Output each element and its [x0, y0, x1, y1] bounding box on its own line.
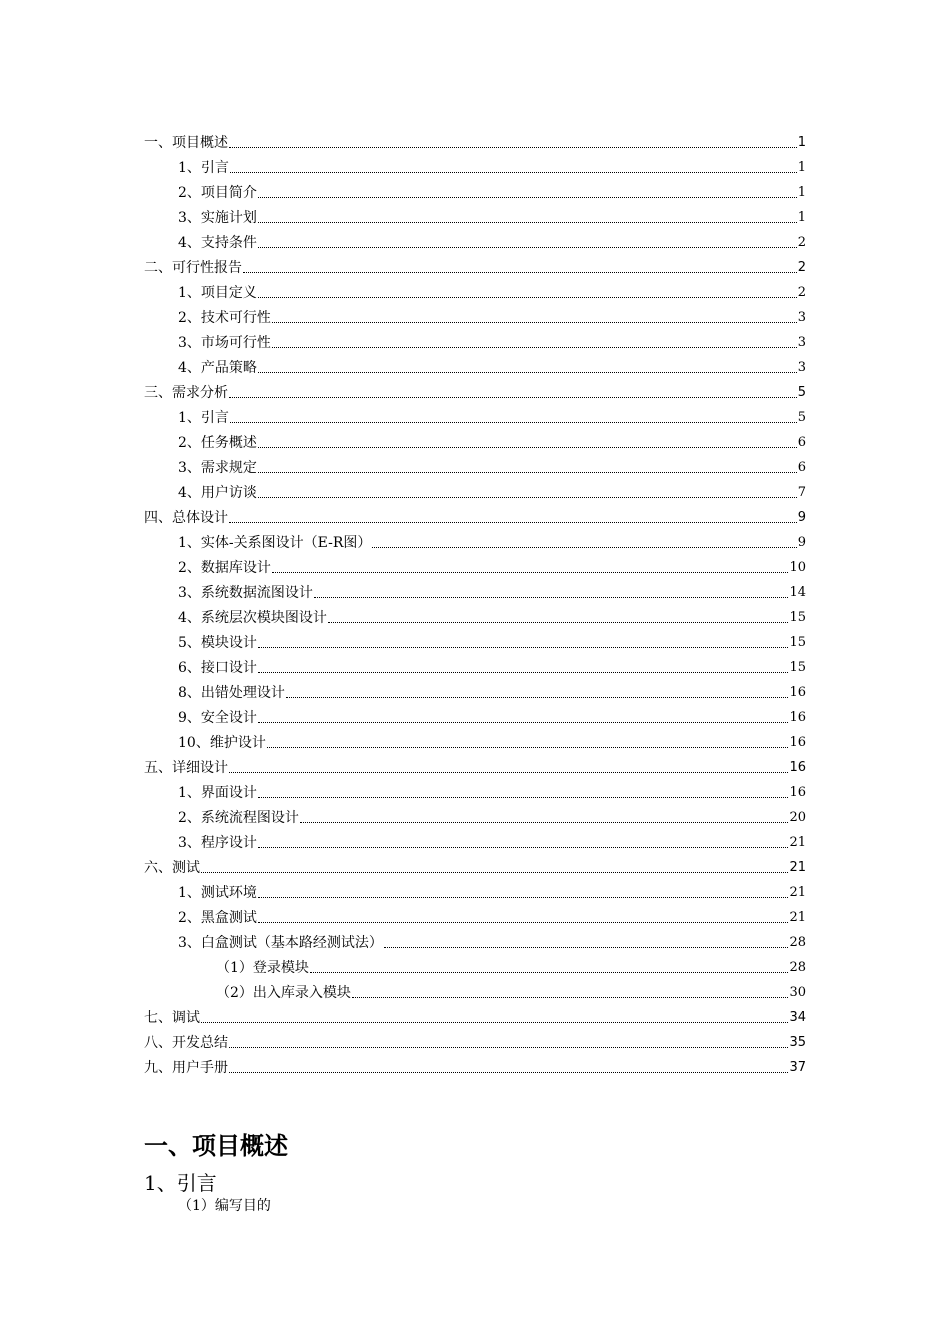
toc-dot-leader [229, 146, 797, 148]
toc-dot-leader [258, 471, 797, 473]
toc-page-number: 15 [789, 660, 806, 675]
toc-dot-leader [230, 421, 797, 423]
toc-entry-label: 1、实体-关系图设计（E-R图） [178, 535, 372, 551]
toc-page-number: 21 [789, 910, 806, 925]
toc-entry[interactable] [144, 752, 806, 777]
toc-dot-leader [258, 671, 789, 673]
toc-entry-label: （1）登录模块 [216, 960, 309, 976]
sub-heading: 1、引言 [144, 1171, 217, 1195]
toc-page-number: 16 [789, 760, 806, 775]
toc-dot-leader [272, 346, 797, 348]
toc-dot-leader [229, 521, 797, 523]
toc-page-number: 16 [789, 685, 806, 700]
toc-entry-label: 4、用户访谈 [178, 485, 257, 501]
toc-page-number: 7 [797, 485, 806, 500]
toc-page-number: 15 [789, 610, 806, 625]
toc-dot-leader [230, 171, 797, 173]
toc-dot-leader [328, 621, 789, 623]
toc-dot-leader [258, 496, 797, 498]
toc-entry-label: 2、系统流程图设计 [178, 810, 299, 826]
toc-entry-label: 4、产品策略 [178, 360, 257, 376]
toc-dot-leader [258, 446, 797, 448]
toc-entry-label: 2、技术可行性 [178, 310, 271, 326]
toc-dot-leader [229, 396, 797, 398]
toc-entry[interactable] [144, 252, 806, 277]
toc-entry-label: 3、实施计划 [178, 210, 257, 226]
toc-entry[interactable] [144, 602, 806, 627]
toc-entry[interactable] [144, 877, 806, 902]
toc-entry[interactable] [144, 827, 806, 852]
toc-entry-label: 5、模块设计 [178, 635, 257, 651]
toc-page-number: 14 [789, 585, 806, 600]
toc-dot-leader [258, 796, 789, 798]
toc-page-number: 5 [797, 385, 806, 400]
toc-page-number: 35 [789, 1035, 806, 1050]
toc-page-number: 5 [797, 410, 806, 425]
toc-page-number: 30 [789, 985, 806, 1000]
toc-entry[interactable] [144, 652, 806, 677]
toc-dot-leader [258, 246, 797, 248]
toc-entry-label: 8、出错处理设计 [178, 685, 285, 701]
toc-dot-leader [258, 371, 797, 373]
toc-entry[interactable] [144, 402, 806, 427]
toc-entry[interactable] [144, 677, 806, 702]
toc-entry-label: 4、支持条件 [178, 235, 257, 251]
toc-entry-label: 2、数据库设计 [178, 560, 271, 576]
toc-entry[interactable] [144, 1052, 806, 1077]
toc-dot-leader [229, 1071, 788, 1073]
toc-page-number: 21 [789, 860, 806, 875]
toc-entry-label: 八、开发总结 [144, 1035, 228, 1051]
toc-entry-label: 3、系统数据流图设计 [178, 585, 313, 601]
toc-page-number: 9 [797, 535, 806, 550]
toc-page-number: 15 [789, 635, 806, 650]
toc-entry[interactable] [144, 277, 806, 302]
toc-entry-label: 6、接口设计 [178, 660, 257, 676]
toc-entry-label: 一、项目概述 [144, 135, 228, 151]
toc-entry[interactable] [144, 452, 806, 477]
toc-dot-leader [258, 296, 797, 298]
toc-entry[interactable] [144, 202, 806, 227]
toc-entry-label: 九、用户手册 [144, 1060, 228, 1076]
toc-entry[interactable] [144, 777, 806, 802]
toc-entry-label: 二、可行性报告 [144, 260, 242, 276]
toc-dot-leader [258, 196, 797, 198]
toc-entry[interactable] [144, 627, 806, 652]
toc-dot-leader [300, 821, 789, 823]
toc-entry-label: 4、系统层次模块图设计 [178, 610, 327, 626]
toc-page-number: 16 [789, 785, 806, 800]
toc-dot-leader [258, 646, 789, 648]
toc-dot-leader [229, 1046, 788, 1048]
paragraph-heading: （1）编写目的 [178, 1198, 271, 1214]
toc-entry[interactable] [144, 802, 806, 827]
toc-page-number: 16 [789, 710, 806, 725]
toc-entry[interactable] [144, 327, 806, 352]
toc-page-number: 28 [789, 935, 806, 950]
toc-entry[interactable] [144, 477, 806, 502]
toc-page-number: 16 [789, 735, 806, 750]
toc-page-number: 6 [797, 435, 806, 450]
toc-page-number: 21 [789, 885, 806, 900]
toc-dot-leader [314, 596, 789, 598]
toc-dot-leader [286, 696, 789, 698]
toc-entry-label: 1、引言 [178, 160, 229, 176]
toc-page-number: 3 [797, 335, 806, 350]
toc-entry[interactable] [144, 977, 806, 1002]
toc-dot-leader [258, 721, 789, 723]
toc-entry[interactable] [144, 1002, 806, 1027]
toc-page-number: 21 [789, 835, 806, 850]
toc-page-number: 3 [797, 310, 806, 325]
toc-dot-leader [258, 896, 789, 898]
toc-page-number: 1 [797, 185, 806, 200]
toc-dot-leader [201, 871, 788, 873]
toc-dot-leader [310, 971, 789, 973]
table-of-contents [144, 127, 806, 1077]
toc-dot-leader [258, 921, 789, 923]
toc-entry[interactable] [144, 1027, 806, 1052]
toc-dot-leader [229, 771, 788, 773]
toc-entry-label: （2）出入库录入模块 [216, 985, 351, 1001]
toc-dot-leader [201, 1021, 788, 1023]
toc-entry-label: 三、需求分析 [144, 385, 228, 401]
toc-entry[interactable] [144, 377, 806, 402]
toc-dot-leader [258, 221, 797, 223]
toc-dot-leader [384, 946, 789, 948]
toc-entry-label: 2、黑盒测试 [178, 910, 257, 926]
toc-page-number: 2 [797, 260, 806, 275]
toc-entry[interactable] [144, 552, 806, 577]
toc-entry-label: 1、测试环境 [178, 885, 257, 901]
toc-entry[interactable] [144, 127, 806, 152]
toc-page-number: 34 [789, 1010, 806, 1025]
toc-dot-leader [272, 571, 789, 573]
toc-entry-label: 3、市场可行性 [178, 335, 271, 351]
toc-entry[interactable] [144, 702, 806, 727]
toc-page-number: 3 [797, 360, 806, 375]
toc-dot-leader [272, 321, 797, 323]
toc-entry-label: 9、安全设计 [178, 710, 257, 726]
toc-entry[interactable] [144, 852, 806, 877]
toc-page-number: 6 [797, 460, 806, 475]
toc-entry[interactable] [144, 427, 806, 452]
toc-entry[interactable] [144, 302, 806, 327]
toc-entry[interactable] [144, 502, 806, 527]
toc-page-number: 20 [789, 810, 806, 825]
toc-entry-label: 3、需求规定 [178, 460, 257, 476]
toc-dot-leader [267, 746, 789, 748]
toc-entry-label: 3、白盒测试（基本路经测试法） [178, 935, 383, 951]
toc-entry-label: 七、调试 [144, 1010, 200, 1026]
section-heading: 一、项目概述 [144, 1132, 288, 1160]
toc-entry-label: 3、程序设计 [178, 835, 257, 851]
toc-entry[interactable] [144, 577, 806, 602]
toc-page-number: 2 [797, 285, 806, 300]
toc-dot-leader [243, 271, 797, 273]
toc-entry[interactable] [144, 527, 806, 552]
toc-page-number: 9 [797, 510, 806, 525]
toc-page-number: 1 [797, 210, 806, 225]
toc-page-number: 2 [797, 235, 806, 250]
toc-entry-label: 五、详细设计 [144, 760, 228, 776]
toc-entry[interactable] [144, 952, 806, 977]
toc-entry-label: 10、维护设计 [178, 735, 266, 751]
toc-entry[interactable] [144, 352, 806, 377]
toc-entry-label: 1、界面设计 [178, 785, 257, 801]
toc-entry-label: 2、项目简介 [178, 185, 257, 201]
toc-entry[interactable] [144, 227, 806, 252]
toc-entry[interactable] [144, 727, 806, 752]
toc-page-number: 28 [789, 960, 806, 975]
toc-entry-label: 2、任务概述 [178, 435, 257, 451]
toc-page-number: 10 [789, 560, 806, 575]
toc-entry-label: 1、项目定义 [178, 285, 257, 301]
toc-dot-leader [372, 546, 796, 548]
toc-dot-leader [352, 996, 789, 998]
toc-page-number: 1 [797, 135, 806, 150]
toc-entry[interactable] [144, 927, 806, 952]
toc-entry-label: 六、测试 [144, 860, 200, 876]
toc-page-number: 1 [797, 160, 806, 175]
toc-entry[interactable] [144, 152, 806, 177]
toc-dot-leader [258, 846, 789, 848]
toc-entry-label: 1、引言 [178, 410, 229, 426]
toc-page-number: 37 [789, 1060, 806, 1075]
toc-entry[interactable] [144, 177, 806, 202]
toc-entry[interactable] [144, 902, 806, 927]
toc-entry-label: 四、总体设计 [144, 510, 228, 526]
